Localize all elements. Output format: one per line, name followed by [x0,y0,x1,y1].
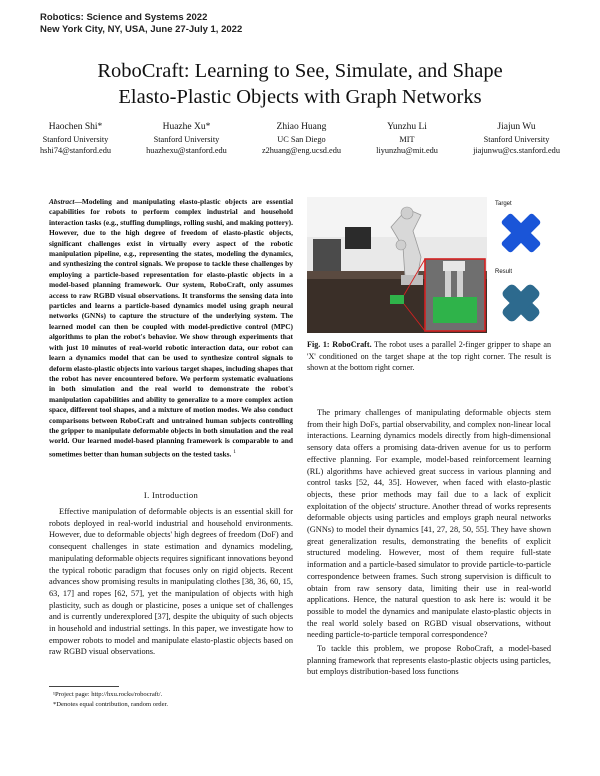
author-name: Huazhe Xu* [162,122,211,132]
figure-1 [307,197,551,333]
author-email[interactable]: liyunzhu@mit.edu [376,146,438,155]
author-affiliation: Stanford University [42,134,109,144]
body-paragraph-1: The primary challenges of manipulating deformable objects stem from their high DoFs, partial observability, and complex non-linear local interactions. Learning dynamics models directly from high-dimensional sensory data offers a promising data-driven avenue for us to perform effective planning. For example, model-based reinforcement learning (RL) algorithms have achieved great success in various planning and control tasks [52, 44, 35]. However, when faced with elasto-plastic objects, these prior methods may fail due to a lack of explicit exploitation of the objects' structure. Another thread of works represents deformable objects using particles and employs graph neural networks (GNNs) to model their dynamics [41, 27, 28, 50, 55]. They have shown great generalization results, demonstrating the benefits of explicit structured modeling. However, most of them require full-state information and a particle-based simulator to provide particle-to-particle correspondence between frames. Such strong supervision is difficult to obtain from raw sensory data, limiting their use in real-world applications. Hence, the natural question to ask here is: would it be possible to model the dynamics and manipulate elasto-plastic objects in the real world solely based on RGBD visual observations, without needing particle-to-particle temporal correspondence? [307,408,551,640]
result-label: Result [495,269,513,275]
author-affiliation: MIT [399,134,415,144]
conference-header [40,12,242,36]
author-block [473,122,560,157]
introduction-body [49,506,293,658]
author-block [376,122,438,157]
monitor [345,227,371,249]
title-line-1: RoboCraft: Learning to See, Simulate, and Shape [97,60,503,82]
paper-title [40,58,560,110]
author-affiliation: UC San Diego [277,134,326,144]
footnote-divider [49,686,119,687]
author-email[interactable]: z2huang@eng.ucsd.edu [261,146,342,155]
author-email[interactable]: hshi74@stanford.edu [40,146,112,155]
abstract-label: Abstract [49,197,75,206]
section-heading: I. Introduction [143,490,199,500]
target-label: Target [495,201,512,207]
author-affiliation: Stanford University [153,134,220,144]
caption-text: The robot uses a parallel 2-finger gripper to shape an 'X' conditioned on the target shape at the top right corner. The result is shown at the bottom right corner. [307,340,552,372]
author-email[interactable]: huazhexu@stanford.edu [146,146,227,155]
robot-joint [401,207,413,219]
author-affiliation: Stanford University [483,134,550,144]
footnote-project-page: ¹Project page: http://hxu.rocks/robocraft/. [53,691,163,698]
intro-paragraph: Effective manipulation of deformable objects is an essential skill for robots deployed in real-world industrial and household environments. However, due to deformable objects' high degrees of freedom (DoF) and consequent challenges in state estimation and dynamics modeling, manipulating deformable objects requires significant innovations beyond the typical robotic paradigm that focuses only on rigid objects. Recent advances show promising results in manipulating clothes [38, 36, 60, 15, 63, 17] and ropes [62, 57], yet the manipulation of objects with high plasticity, such as dough or plasticine, poses a unique set of challenges and is currently underexplored [37], despite the ubiquity of such objects in household and industrial settings. In this paper, we investigate how to empower robots to model and manipulate elasto-plastic objects based on raw RGBD visual observations. [49,507,293,657]
figure-caption [307,339,551,374]
robot-joint [396,240,406,250]
footnote-equal-contribution: *Denotes equal contribution, random order. [53,701,168,708]
author-block [146,122,227,157]
robot-base [401,275,423,285]
right-column-body [307,407,551,678]
dough-small [390,295,404,304]
abstract-text: —Modeling and manipulating elasto-plastic objects are essential capabilities for robots to perform complex industrial and household interaction tasks (e.g., stuffing dumplings, rolling sushi, and making pottery). However, due to the high degree of freedom of elasto-plastic objects, significant challenges exist in virtually every aspect of the robotic manipulation pipeline, e.g., representing the states, modeling the dynamics, and synthesizing the control signals. We propose to tackle these challenges by employing a particle-based representation for elasto-plastic objects in a model-based planning framework. Our system, RoboCraft, only assumes access to raw RGBD visual observations. It transforms the sensing data into particles and learns a particle-based dynamics model using graph neural networks (GNNs) to capture the structure of the underlying system. The learned model can then be coupled with model-predictive control (MPC) algorithms to plan the robot's behavior. We show through experiments that with just 10 minutes of real-world robotic interaction data, our robot can learn a dynamics model that can be used to synthesize control signals to deform elasto-plastic objects into various target shapes, including shapes that the robot has never encountered before. We perform systematic evaluations in both simulation and the real world to demonstrate the robot's manipulation capabilities and ability to generalize to a more complex action space, different tool shapes, and a mixture of motion modes. We also conduct comparisons between RoboCraft and untrained human subjects controlling the gripper to manipulate deformable objects in both simulation and the real world. Our learned model-based planning framework is comparable to and sometimes better than human subjects on the tested tasks. [49,197,293,459]
conference-location: New York City, NY, USA, June 27-July 1, 2022 [40,24,243,35]
author-list [40,122,560,157]
title-line-2: Elasto-Plastic Objects with Graph Networks [118,86,482,108]
author-name: Zhiao Huang [276,122,327,132]
author-name: Yunzhu Li [387,122,427,132]
author-block [40,122,111,157]
author-block [262,122,341,157]
inset-gripper-body [443,261,465,271]
caption-label: Fig. 1: RoboCraft. [307,340,372,349]
body-paragraph-2: To tackle this problem, we propose RoboCraft, a model-based planning framework that represents elasto-plastic objects using particles, but employs distribution-based loss functions [307,644,551,677]
abstract [49,197,293,460]
footnote-marker[interactable]: 1 [233,448,236,455]
author-email[interactable]: jiajunwu@cs.stanford.edu [473,146,560,155]
inset-dough [433,297,477,323]
author-name: Haochen Shi* [48,122,103,132]
footnotes [49,686,293,710]
conference-name: Robotics: Science and Systems 2022 [40,12,208,23]
author-name: Jiajun Wu [497,122,536,132]
